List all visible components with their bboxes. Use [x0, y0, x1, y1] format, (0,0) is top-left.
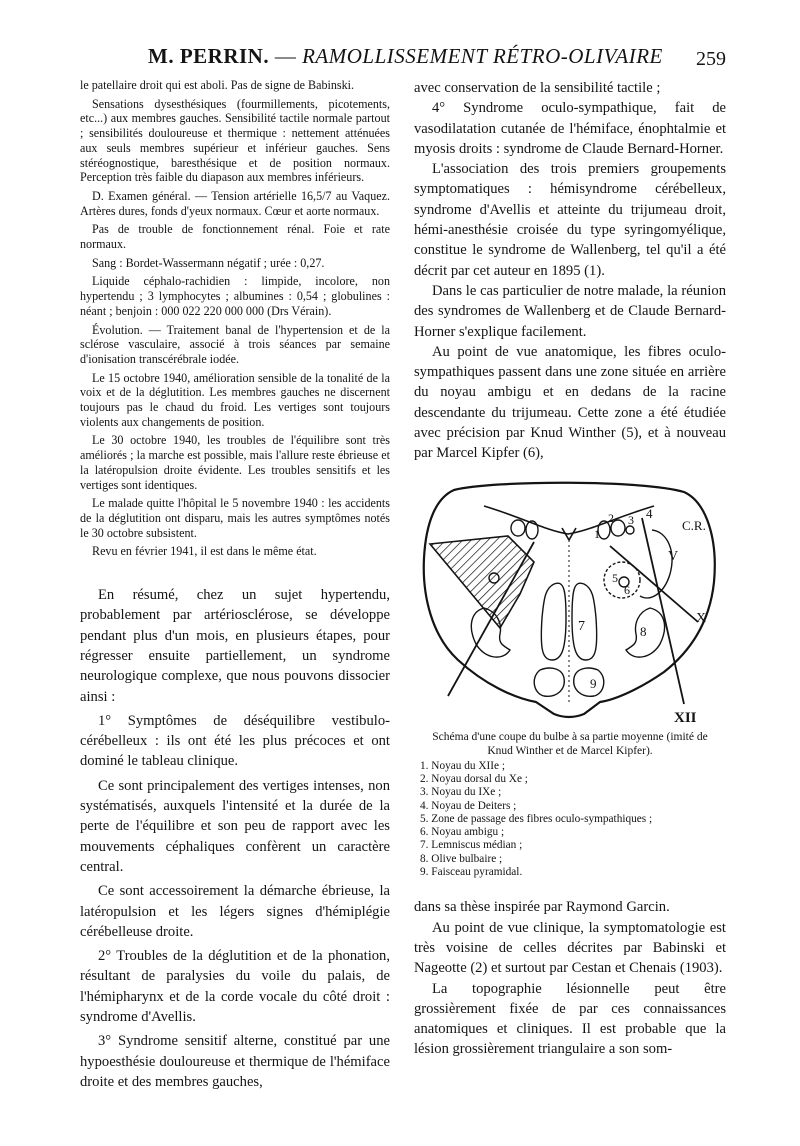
- label-8: 8: [640, 623, 647, 639]
- right-text-bottom: [414, 897, 726, 1059]
- legend-item: 7. Lemniscus médian ;: [420, 839, 523, 852]
- legend-item: 5. Zone de passage des fibres oculo-sympathiques ;: [420, 812, 653, 825]
- legend-item: 9. Faisceau pyramidal.: [420, 866, 523, 879]
- legend-item: 8. Olive bulbaire ;: [420, 852, 503, 865]
- body-paragraph: L'association des trois premiers groupements symptomatiques : hémisyndrome cérébelleux, syndrome d'Avellis et atteinte du trijumeau droit, hémi-anesthésie croisée du type syringomyélique, constitue le syndrome de Wallenberg, tel qu'il a été décrit par cet auteur en 1895 (1).: [414, 161, 726, 279]
- case-paragraph: Évolution. — Traitement banal de l'hypertension et de la sclérose vasculaire, associé à trois séances par semaine d'ionisation transcérébrale iodée.: [80, 322, 390, 366]
- header-separator: —: [269, 44, 303, 68]
- figure-caption: [414, 730, 726, 880]
- caption-title: Schéma d'une coupe du bulbe à sa partie moyenne (imité de Knud Winther et de Marcel Kipfer).: [432, 730, 708, 757]
- case-paragraph: Sensations dysesthésiques (fourmillements, picotements, etc...) aux membres gauches. Sensibilité tactile normale partout ; sensibilités douloureuse et thermique : nettement atténuées aux seuls membres supérieur et inférieur gauches. Sens stéréognostique, baresthésique et de position normaux. Perception très faible du diapason aux membres inférieurs.: [80, 96, 390, 185]
- case-paragraph: Le 30 octobre 1940, les troubles de l'équilibre sont très améliorés ; la marche est possible, mais l'allure reste ébrieuse et la latéropulsion droite évidente. Les troubles sensitifs et les vertiges sont identiques.: [80, 433, 390, 492]
- legend-item: 6. Noyau ambigu ;: [420, 826, 505, 839]
- case-paragraph: le patellaire droit qui est aboli. Pas de signe de Babinski.: [80, 78, 355, 92]
- case-notes: [80, 78, 390, 559]
- running-header: [60, 44, 740, 78]
- case-paragraph: Le malade quitte l'hôpital le 5 novembre 1940 : les accidents de la déglutition ont disparu, mais les autres symptômes notés le 30 octobre subsistent.: [80, 496, 390, 540]
- body-paragraph: En résumé, chez un sujet hypertendu, probablement par artériosclérose, se développe pendant plus d'un mois, en plusieurs étapes, pour régresser ensuite partiellement, un syndrome neurologique complexe, que nous pouvons dissocier ainsi :: [80, 587, 390, 705]
- body-paragraph: Au point de vue anatomique, les fibres oculo-sympathiques passent dans une zone située en arrière du noyau ambigu et en dedans de la racine descendante du trijumeau. Cette zone a été étudiée avec précision par Knud Winther (5), et à nouveau par Marcel Kipfer (6),: [414, 343, 726, 462]
- label-cr: C.R.: [682, 517, 706, 533]
- header-author: M. PERRIN.: [148, 44, 270, 68]
- body-paragraph: Au point de vue clinique, la symptomatologie est très voisine de celles décrites par Babinski et Nageotte (2) et surtout par Cestan et Chenais (1903).: [414, 919, 726, 977]
- body-paragraph: Dans le cas particulier de notre malade, la réunion des syndromes de Wallenberg et de Claude Bernard-Horner s'explique facilement.: [414, 282, 726, 340]
- page-number: 259: [696, 48, 726, 70]
- body-paragraph: La topographie lésionnelle peut être grossièrement fixée de par ces connaissances anatomiques et cliniques. Il est probable que la lésion grossièrement triangulaire a son som-: [414, 980, 726, 1058]
- legend-item: 2. Noyau dorsal du Xe ;: [420, 772, 528, 785]
- case-paragraph: D. Examen général. — Tension artérielle 16,5/7 au Vaquez. Artères dures, fonds d'yeux normaux. Cœur et aorte normaux.: [80, 188, 390, 218]
- header-topic: RAMOLLISSEMENT RÉTRO-OLIVAIRE: [302, 44, 663, 68]
- case-paragraph: Sang : Bordet-Wassermann négatif ; urée : 0,27.: [92, 255, 325, 270]
- pyramid-left: [534, 668, 564, 696]
- header-title: [148, 44, 663, 69]
- left-column: [80, 78, 390, 1096]
- body-paragraph: 3° Syndrome sensitif alterne, constitué par une hypoesthésie douloureuse et thermique de l'hémiface droite et des membres gauches,: [80, 1033, 390, 1090]
- label-3: 3: [628, 512, 634, 527]
- root-line-xii: [642, 518, 684, 704]
- label-2: 2: [608, 510, 614, 525]
- body-paragraph: Ce sont principalement des vertiges intenses, non systématisés, auxquels l'intensité et la durée de la perte de l'équilibre et son peu de rapport avec les mouvements céphaliques confèrent un caractère central.: [80, 777, 390, 875]
- body-paragraph: Ce sont accessoirement la démarche ébrieuse, la latéropulsion et les légers signes d'hémiplégie cérébelleuse droite.: [80, 883, 390, 940]
- label-1: 1: [594, 526, 600, 541]
- case-paragraph: Revu en février 1941, il est dans le même état.: [92, 544, 317, 559]
- label-x: X: [696, 610, 707, 626]
- body-paragraph: dans sa thèse inspirée par Raymond Garcin.: [414, 899, 670, 916]
- figure-legend: [414, 760, 726, 880]
- case-paragraph: Pas de trouble de fonctionnement rénal. Foie et rate normaux.: [80, 222, 390, 252]
- label-xii: XII: [674, 709, 697, 726]
- medulla-diagram: [414, 478, 726, 726]
- right-text-top: [414, 78, 726, 464]
- pyramid-right: [574, 668, 604, 696]
- case-paragraph: Le 15 octobre 1940, amélioration sensible de la tonalité de la voix et de la déglutition. Les membres gauches ne discernent toujours pas le chaud du froid. Les vertiges sont toujours violents aux changements de position.: [80, 370, 390, 429]
- body-paragraph: 1° Symptômes de déséquilibre vestibulo-cérébelleux : ils ont été les plus précoces et ont dominé le tableau clinique.: [80, 712, 390, 770]
- lesion-hatched-zone: [430, 536, 534, 628]
- medial-lemniscus-left: [541, 583, 566, 660]
- label-v: V: [668, 548, 679, 564]
- nucleus-x-left: [511, 520, 525, 536]
- label-6: 6: [624, 582, 630, 597]
- legend-item: 3. Noyau du IXe ;: [420, 786, 502, 799]
- summary-text: [80, 585, 390, 1092]
- case-paragraph: Liquide céphalo-rachidien : limpide, incolore, non hypertendu ; 3 lymphocytes ; albumines : 0,54 ; globulines : néant ; benjoin : 000 022 220 000 000 (Drs Vérain).: [80, 274, 390, 318]
- body-paragraph: avec conservation de la sensibilité tactile ;: [414, 80, 661, 96]
- label-7: 7: [578, 618, 585, 634]
- label-5: 5: [612, 570, 618, 585]
- body-paragraph: 4° Syndrome oculo-sympathique, fait de vasodilatation cutanée de l'hémiface, énophtalmie et myosis droits : syndrome de Claude Bernard-Horner.: [414, 100, 726, 157]
- nucleus-ix-right: [626, 526, 634, 534]
- legend-item: 4. Noyau de Deiters ;: [420, 799, 517, 812]
- label-4: 4: [646, 505, 653, 521]
- label-9: 9: [590, 675, 597, 691]
- right-column: [414, 78, 726, 1060]
- medulla-section-svg: [414, 478, 726, 726]
- legend-item: 1. Noyau du XIIe ;: [420, 759, 506, 772]
- body-paragraph: 2° Troubles de la déglutition et de la phonation, résultant de paralysies du voile du palais, de l'hémipharynx et de la corde vocale du côté droit : syndrome d'Avellis.: [80, 948, 390, 1026]
